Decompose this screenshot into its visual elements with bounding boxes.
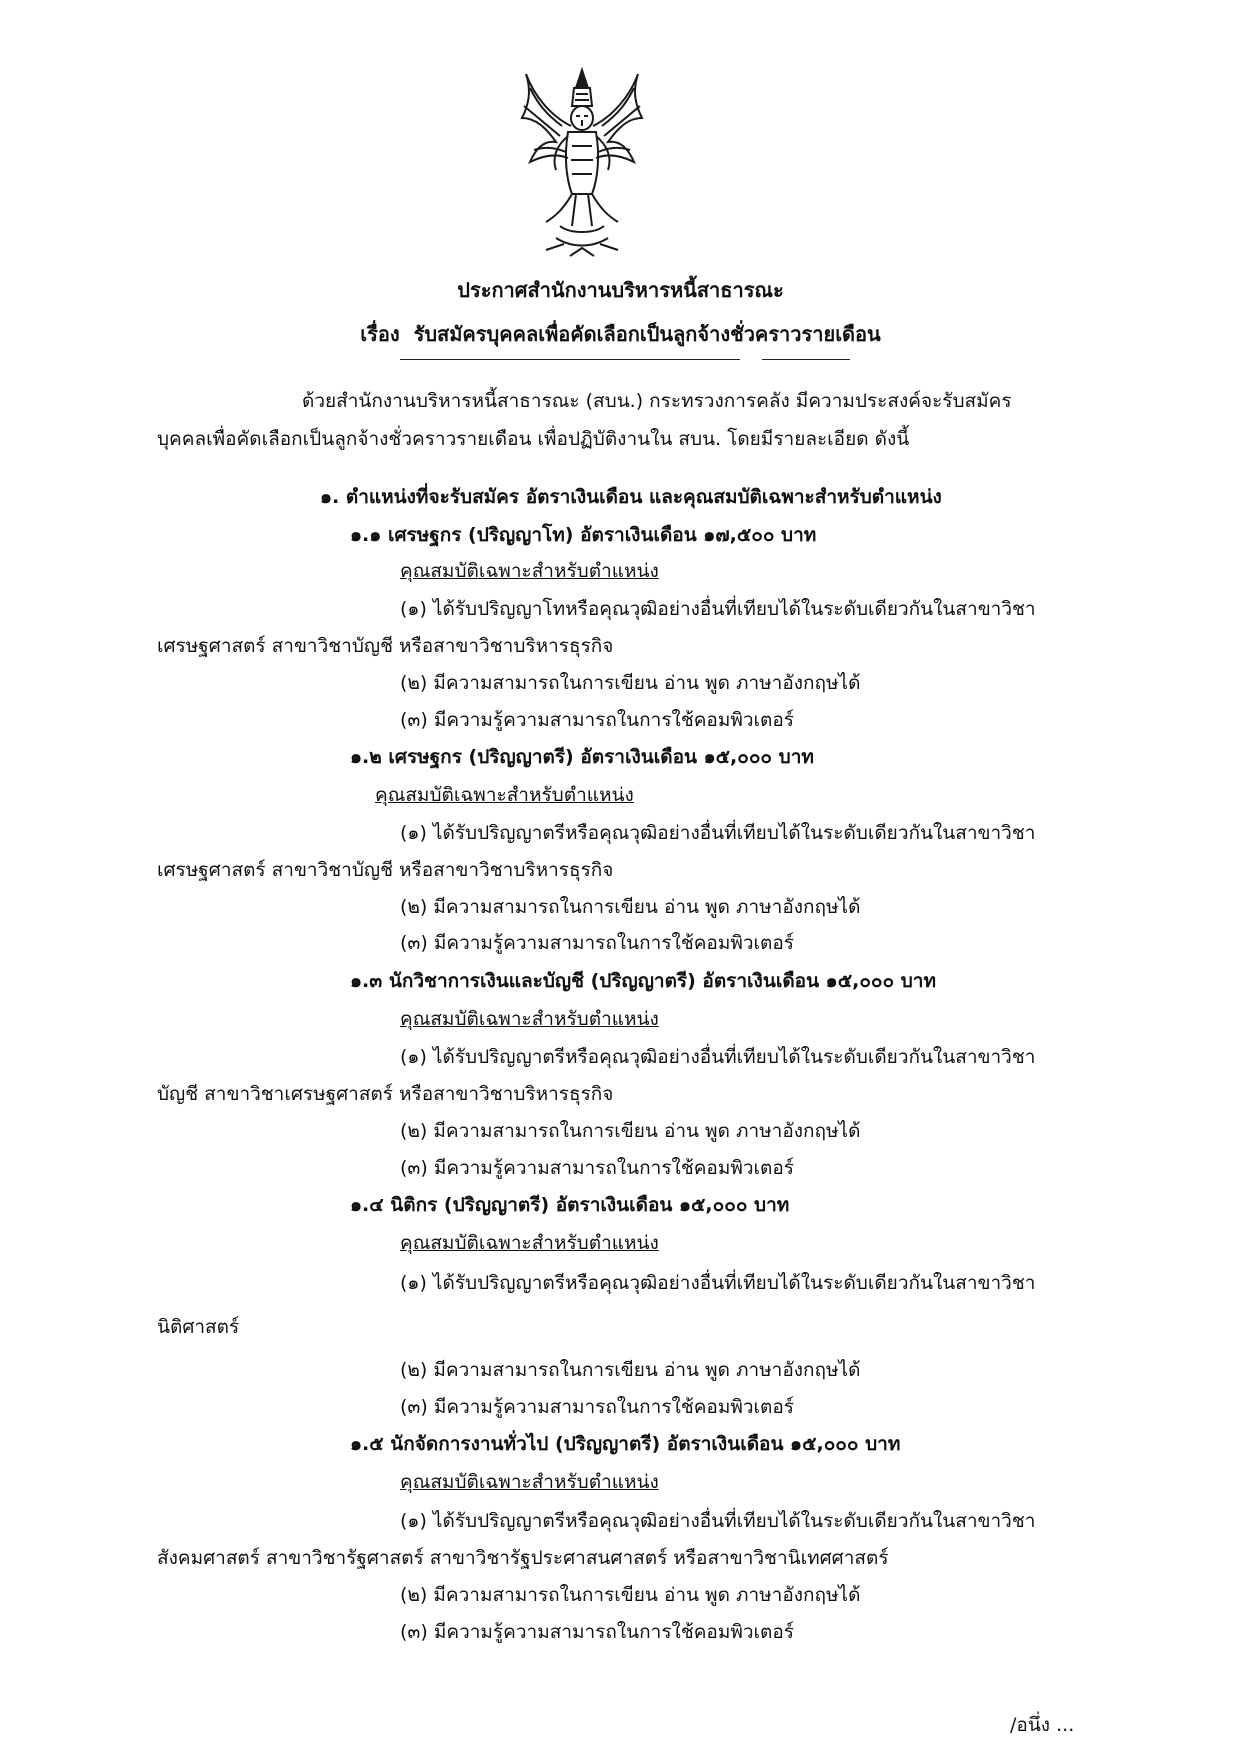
subject-label: เรื่อง	[360, 322, 400, 346]
title-underline	[400, 359, 740, 360]
qualification-3: (๓) มีความรู้ความสามารถในการใช้คอมพิวเตอร์	[400, 709, 794, 731]
qualification-1-cont: นิติศาสตร์	[157, 1316, 240, 1338]
qualification-2: (๒) มีความสามารถในการเขียน อ่าน พูด ภาษาอังกฤษได้	[400, 1359, 861, 1381]
qualification-3: (๓) มีความรู้ความสามารถในการใช้คอมพิวเตอร์	[400, 1621, 794, 1643]
qualification-1: (๑) ได้รับปริญญาโทหรือคุณวุฒิอย่างอื่นที่เทียบได้ในระดับเดียวกันในสาขาวิชา	[400, 598, 1036, 620]
position-title: ๑.๓ นักวิชาการเงินและบัญชี (ปริญญาตรี) อัตราเงินเดือน ๑๕,๐๐๐ บาท	[350, 970, 936, 992]
garuda-emblem-icon	[516, 66, 648, 262]
qualification-1: (๑) ได้รับปริญญาตรีหรือคุณวุฒิอย่างอื่นที่เทียบได้ในระดับเดียวกันในสาขาวิชา	[400, 1510, 1036, 1532]
position-title: ๑.๑ เศรษฐกร (ปริญญาโท) อัตราเงินเดือน ๑๗,๕๐๐ บาท	[350, 524, 817, 546]
position-title: ๑.๒ เศรษฐกร (ปริญญาตรี) อัตราเงินเดือน ๑๕,๐๐๐ บาท	[350, 746, 814, 768]
qualification-3: (๓) มีความรู้ความสามารถในการใช้คอมพิวเตอร์	[400, 1396, 794, 1418]
qualification-label: คุณสมบัติเฉพาะสำหรับตำแหน่ง	[400, 1471, 659, 1493]
qualification-1: (๑) ได้รับปริญญาตรีหรือคุณวุฒิอย่างอื่นที่เทียบได้ในระดับเดียวกันในสาขาวิชา	[400, 1272, 1036, 1294]
continuation-marker: /อนึ่ง ...	[1010, 1714, 1075, 1736]
qualification-3: (๓) มีความรู้ความสามารถในการใช้คอมพิวเตอร์	[400, 1157, 794, 1179]
qualification-1: (๑) ได้รับปริญญาตรีหรือคุณวุฒิอย่างอื่นที่เทียบได้ในระดับเดียวกันในสาขาวิชา	[400, 822, 1036, 844]
qualification-2: (๒) มีความสามารถในการเขียน อ่าน พูด ภาษาอังกฤษได้	[400, 1120, 861, 1142]
qualification-1-cont: เศรษฐศาสตร์ สาขาวิชาบัญชี หรือสาขาวิชาบริหารธุรกิจ	[157, 859, 614, 881]
position-title: ๑.๔ นิติกร (ปริญญาตรี) อัตราเงินเดือน ๑๕,๐๐๐ บาท	[350, 1194, 790, 1216]
qualification-1-cont: เศรษฐศาสตร์ สาขาวิชาบัญชี หรือสาขาวิชาบริหารธุรกิจ	[157, 635, 614, 657]
qualification-2: (๒) มีความสามารถในการเขียน อ่าน พูด ภาษาอังกฤษได้	[400, 1584, 861, 1606]
qualification-label: คุณสมบัติเฉพาะสำหรับตำแหน่ง	[400, 1232, 659, 1254]
intro-line-1: ด้วยสำนักงานบริหารหนี้สาธารณะ (สบน.) กระทรวงการคลัง มีความประสงค์จะรับสมัคร	[302, 390, 1012, 412]
qualification-1-cont: สังคมศาสตร์ สาขาวิชารัฐศาสตร์ สาขาวิชารัฐประศาสนศาสตร์ หรือสาขาวิชานิเทศศาสตร์	[157, 1547, 889, 1569]
title-underline-short	[762, 359, 850, 360]
qualification-label: คุณสมบัติเฉพาะสำหรับตำแหน่ง	[375, 784, 634, 806]
qualification-2: (๒) มีความสามารถในการเขียน อ่าน พูด ภาษาอังกฤษได้	[400, 672, 861, 694]
qualification-1-cont: บัญชี สาขาวิชาเศรษฐศาสตร์ หรือสาขาวิชาบริหารธุรกิจ	[157, 1083, 614, 1105]
qualification-1: (๑) ได้รับปริญญาตรีหรือคุณวุฒิอย่างอื่นที่เทียบได้ในระดับเดียวกันในสาขาวิชา	[400, 1046, 1036, 1068]
announcement-subject	[0, 318, 1241, 350]
qualification-label: คุณสมบัติเฉพาะสำหรับตำแหน่ง	[400, 560, 659, 582]
section-1-heading: ๑. ตำแหน่งที่จะรับสมัคร อัตราเงินเดือน และคุณสมบัติเฉพาะสำหรับตำแหน่ง	[320, 486, 942, 508]
qualification-label: คุณสมบัติเฉพาะสำหรับตำแหน่ง	[400, 1008, 659, 1030]
intro-line-2: บุคคลเพื่อคัดเลือกเป็นลูกจ้างชั่วคราวรายเดือน เพื่อปฏิบัติงานใน สบน. โดยมีรายละเอียด ดังนี้	[157, 428, 910, 450]
qualification-3: (๓) มีความรู้ความสามารถในการใช้คอมพิวเตอร์	[400, 932, 794, 954]
subject-text: รับสมัครบุคคลเพื่อคัดเลือกเป็นลูกจ้างชั่วคราวรายเดือน	[413, 322, 881, 346]
announcement-title: ประกาศสำนักงานบริหารหนี้สาธารณะ	[457, 278, 784, 302]
position-title: ๑.๕ นักจัดการงานทั่วไป (ปริญญาตรี) อัตราเงินเดือน ๑๕,๐๐๐ บาท	[350, 1433, 901, 1455]
qualification-2: (๒) มีความสามารถในการเขียน อ่าน พูด ภาษาอังกฤษได้	[400, 896, 861, 918]
